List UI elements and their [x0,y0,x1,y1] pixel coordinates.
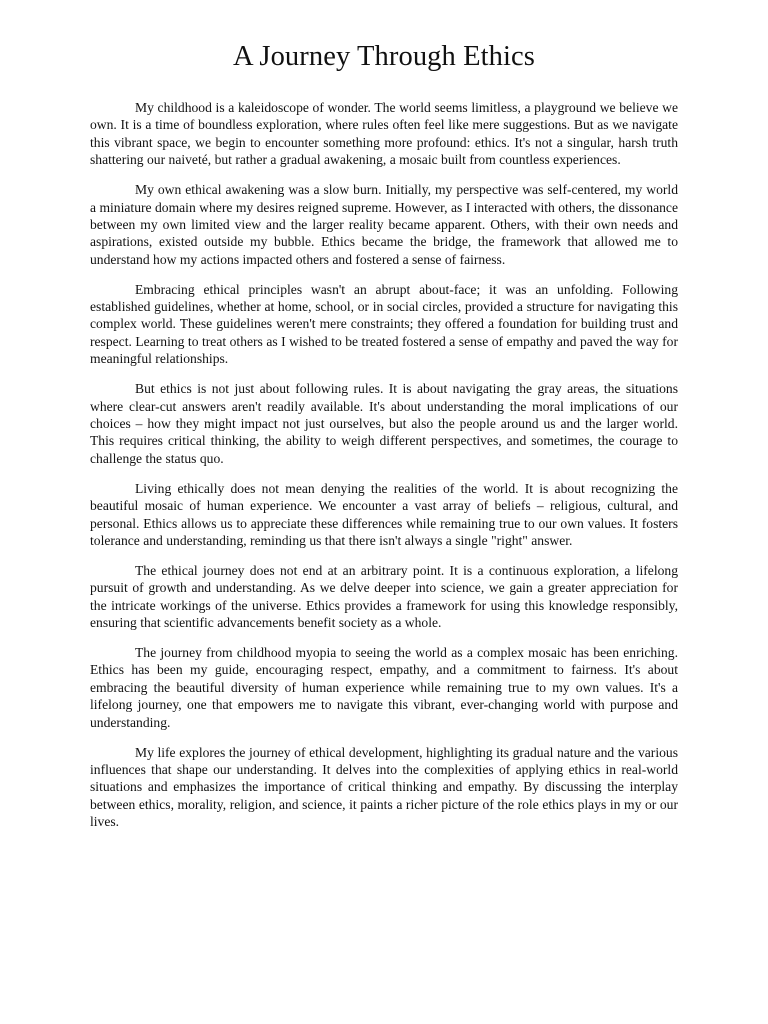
paragraph-8: My life explores the journey of ethical development, highlighting its gradual nature and the various influences that shape our understanding. It delves into the complexities of applying ethics in real-world situations and emphasizes the importance of critical thinking and empathy. By discussing the interplay between ethics, morality, religion, and science, it paints a richer picture of the role ethics plays in my or our lives. [90,744,678,830]
paragraph-2: My own ethical awakening was a slow burn. Initially, my perspective was self-centered, my world a miniature domain where my desires reigned supreme. However, as I interacted with others, the dissonance between my own limited view and the larger reality became apparent. Others, with their own needs and aspirations, existed outside my bubble. Ethics became the bridge, the framework that allowed me to understand how my actions impacted others and fostered a sense of fairness. [90,182,678,267]
paragraph-5: Living ethically does not mean denying the realities of the world. It is about recognizing the beautiful mosaic of human experience. We encounter a vast array of beliefs – religious, cultural, and personal. Ethics allows us to appreciate these differences while remaining true to our own values. It fosters tolerance and understanding, reminding us that there isn't always a single "right" answer. [90,480,678,548]
paragraph-4: But ethics is not just about following rules. It is about navigating the gray areas, the situations where clear-cut answers aren't readily available. It's about understanding the moral implications of our choices – how they might impact not just ourselves, but also the people around us and the larger world. This requires critical thinking, the ability to weigh different perspectives, and sometimes, the courage to challenge the status quo. [90,381,678,466]
paragraph-7: The journey from childhood myopia to seeing the world as a complex mosaic has been enriching. Ethics has been my guide, encouraging respect, empathy, and a commitment to fairness. It's about embracing the beautiful diversity of human experience while remaining true to my own values. It's a lifelong journey, one that empowers me to navigate this vibrant, ever-changing world with purpose and understanding. [90,644,678,730]
paragraph-3: Embracing ethical principles wasn't an abrupt about-face; it was an unfolding. Following established guidelines, whether at home, school, or in social circles, provided a structure for navigating this complex world. These guidelines weren't mere constraints; they offered a foundation for building trust and respect. Learning to treat others as I wished to be treated fostered a sense of empathy and paved the way for meaningful relationships. [90,281,678,367]
paragraph-6: The ethical journey does not end at an arbitrary point. It is a continuous exploration, a lifelong pursuit of growth and understanding. As we delve deeper into science, we gain a greater appreciation for the intricate workings of the universe. Ethics provides a framework for using this knowledge responsibly, ensuring that scientific advancements benefit society as a whole. [90,562,678,631]
paragraph-1: My childhood is a kaleidoscope of wonder. The world seems limitless, a playground we believe we own. It is a time of boundless exploration, where rules often feel like mere suggestions. But as we navigate this vibrant space, we begin to encounter something more profound: ethics. It's not a singular, harsh truth shattering our naiveté, but rather a gradual awakening, a mosaic built from countless experiences. [90,100,678,168]
document-title: A Journey Through Ethics [233,41,535,72]
